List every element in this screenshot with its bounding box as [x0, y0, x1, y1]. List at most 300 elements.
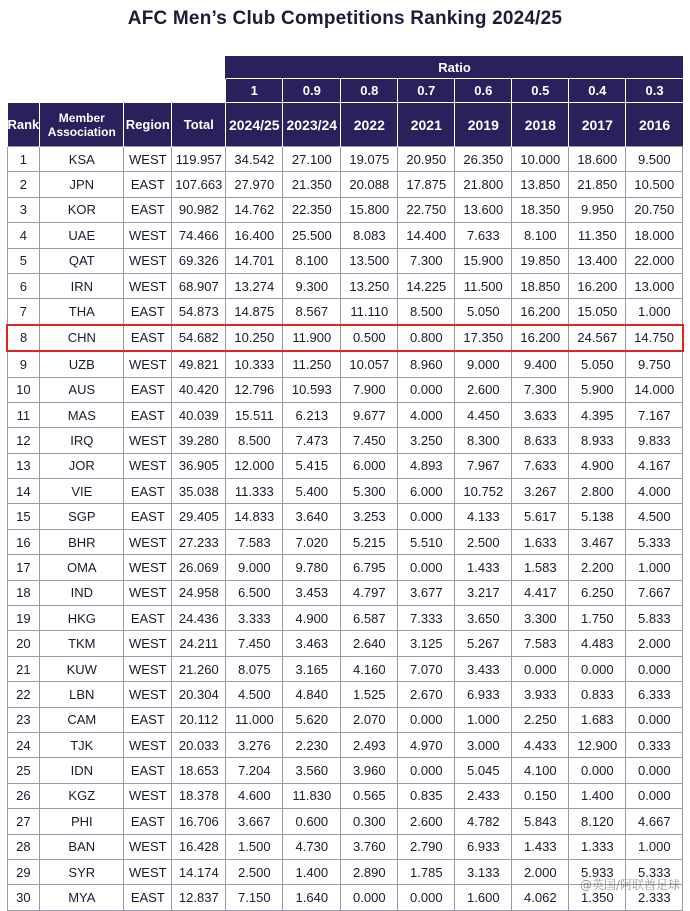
- table-row: [7, 248, 683, 273]
- table-cell: 1.333: [569, 834, 626, 859]
- table-cell: 16.706: [172, 809, 226, 834]
- table-cell: 14.762: [226, 197, 283, 222]
- table-cell: 16.200: [512, 299, 569, 325]
- table-cell: 10.250: [226, 325, 283, 351]
- table-cell: 0.300: [341, 809, 398, 834]
- table-cell: 0.000: [398, 504, 455, 529]
- table-cell: IND: [40, 580, 124, 605]
- table-cell: 14.400: [398, 223, 455, 248]
- column-header-year: 2019: [455, 103, 512, 147]
- table-cell: 7.633: [512, 453, 569, 478]
- table-cell: SGP: [40, 504, 124, 529]
- table-cell: 107.663: [172, 172, 226, 197]
- table-cell: 4.483: [569, 631, 626, 656]
- table-cell: WEST: [124, 351, 172, 377]
- table-row: [7, 273, 683, 298]
- table-cell: 5.843: [512, 809, 569, 834]
- table-cell: 5.215: [341, 529, 398, 554]
- table-row: [7, 606, 683, 631]
- table-row: [7, 504, 683, 529]
- table-cell: 8.100: [512, 223, 569, 248]
- table-cell: 5.050: [569, 351, 626, 377]
- table-cell: 8.083: [341, 223, 398, 248]
- table-cell: 27.233: [172, 529, 226, 554]
- table-cell: 10: [7, 377, 40, 402]
- table-cell: WEST: [124, 555, 172, 580]
- table-cell: 1.000: [455, 707, 512, 732]
- table-cell: 3.217: [455, 580, 512, 605]
- table-cell: 14.833: [226, 504, 283, 529]
- table-row: [7, 834, 683, 859]
- column-header-year: 2023/24: [283, 103, 341, 147]
- table-cell: 28: [7, 834, 40, 859]
- table-cell: 16.428: [172, 834, 226, 859]
- table-cell: 5.267: [455, 631, 512, 656]
- table-cell: 9.300: [283, 273, 341, 298]
- table-cell: 9.000: [226, 555, 283, 580]
- table-cell: 9.400: [512, 351, 569, 377]
- table-cell: 8.500: [226, 428, 283, 453]
- table-row: [7, 479, 683, 504]
- table-cell: 9.750: [626, 351, 683, 377]
- table-cell: 68.907: [172, 273, 226, 298]
- table-cell: 21.350: [283, 172, 341, 197]
- column-header-member-association: [40, 103, 124, 147]
- table-cell: 4.417: [512, 580, 569, 605]
- table-cell: 13.274: [226, 273, 283, 298]
- table-cell: 0.000: [626, 783, 683, 808]
- table-cell: 7.900: [341, 377, 398, 402]
- header-spacer: [7, 56, 226, 79]
- table-cell: 22.350: [283, 197, 341, 222]
- table-cell: 3.125: [398, 631, 455, 656]
- table-cell: 17.350: [455, 325, 512, 351]
- table-cell: 18.653: [172, 758, 226, 783]
- table-cell: 3.133: [455, 859, 512, 884]
- table-cell: 1.433: [512, 834, 569, 859]
- weight-cell: 0.7: [398, 79, 455, 103]
- table-row: [7, 147, 683, 172]
- table-cell: 6.587: [341, 606, 398, 631]
- table-cell: 35.038: [172, 479, 226, 504]
- table-row: [7, 453, 683, 478]
- table-cell: 1.785: [398, 859, 455, 884]
- table-cell: 20.950: [398, 147, 455, 172]
- table-cell: 5.333: [626, 529, 683, 554]
- table-cell: WEST: [124, 682, 172, 707]
- table-cell: 0.000: [341, 885, 398, 910]
- table-cell: 8.633: [512, 428, 569, 453]
- table-cell: 0.000: [512, 656, 569, 681]
- table-cell: 11.250: [283, 351, 341, 377]
- table-cell: 13.600: [455, 197, 512, 222]
- table-cell: 2.500: [455, 529, 512, 554]
- weight-cell: 0.4: [569, 79, 626, 103]
- table-cell: PHI: [40, 809, 124, 834]
- table-cell: 29: [7, 859, 40, 884]
- table-cell: 8.120: [569, 809, 626, 834]
- table-cell: 1.350: [569, 885, 626, 910]
- table-cell: 23: [7, 707, 40, 732]
- table-cell: 40.039: [172, 402, 226, 427]
- table-cell: 0.835: [398, 783, 455, 808]
- table-cell: 0.000: [626, 758, 683, 783]
- table-cell: EAST: [124, 325, 172, 351]
- table-cell: 26: [7, 783, 40, 808]
- table-cell: 16: [7, 529, 40, 554]
- table-cell: 25.500: [283, 223, 341, 248]
- table-cell: 8.300: [455, 428, 512, 453]
- table-row: [7, 197, 683, 222]
- table-cell: 1.400: [283, 859, 341, 884]
- table-cell: EAST: [124, 758, 172, 783]
- table-cell: HKG: [40, 606, 124, 631]
- table-cell: 1.433: [455, 555, 512, 580]
- table-cell: CHN: [40, 325, 124, 351]
- table-row: [7, 299, 683, 325]
- table-cell: 7.020: [283, 529, 341, 554]
- table-cell: 1.000: [626, 834, 683, 859]
- table-cell: 1.525: [341, 682, 398, 707]
- table-cell: 24.958: [172, 580, 226, 605]
- table-cell: 15.800: [341, 197, 398, 222]
- member-line-2: Association: [47, 124, 116, 139]
- table-cell: 7.667: [626, 580, 683, 605]
- table-cell: 0.000: [398, 555, 455, 580]
- table-cell: 5.900: [569, 377, 626, 402]
- column-header-rank: Rank: [7, 103, 40, 147]
- table-cell: 0.000: [626, 656, 683, 681]
- table-cell: 15.900: [455, 248, 512, 273]
- weight-cell: 0.8: [341, 79, 398, 103]
- table-cell: 4.730: [283, 834, 341, 859]
- table-cell: 3.253: [341, 504, 398, 529]
- table-cell: 5.415: [283, 453, 341, 478]
- table-cell: 3.250: [398, 428, 455, 453]
- table-cell: WEST: [124, 859, 172, 884]
- table-cell: 6.000: [341, 453, 398, 478]
- table-cell: 0.800: [398, 325, 455, 351]
- table-cell: 2.200: [569, 555, 626, 580]
- weight-cell: 0.6: [455, 79, 512, 103]
- table-cell: 7.300: [512, 377, 569, 402]
- watermark: @英国/阿联酋足球: [579, 878, 680, 892]
- table-cell: WEST: [124, 783, 172, 808]
- table-cell: 2.250: [512, 707, 569, 732]
- table-cell: WEST: [124, 631, 172, 656]
- column-header-year: 2021: [398, 103, 455, 147]
- table-cell: 3.276: [226, 732, 283, 757]
- table-cell: 0.000: [398, 885, 455, 910]
- table-cell: 7: [7, 299, 40, 325]
- ratio-header: Ratio: [226, 56, 683, 79]
- table-cell: IDN: [40, 758, 124, 783]
- table-cell: MYA: [40, 885, 124, 910]
- table-cell: 90.982: [172, 197, 226, 222]
- table-cell: 3.000: [455, 732, 512, 757]
- table-cell: 5.138: [569, 504, 626, 529]
- table-cell: 9.780: [283, 555, 341, 580]
- table-cell: 27.970: [226, 172, 283, 197]
- table-cell: 6.500: [226, 580, 283, 605]
- weight-cell: 0.5: [512, 79, 569, 103]
- table-cell: 19.075: [341, 147, 398, 172]
- table-cell: 7.300: [398, 248, 455, 273]
- table-cell: 7.583: [512, 631, 569, 656]
- table-cell: EAST: [124, 707, 172, 732]
- table-cell: 25: [7, 758, 40, 783]
- table-cell: 74.466: [172, 223, 226, 248]
- table-cell: 20.304: [172, 682, 226, 707]
- table-cell: 7.450: [226, 631, 283, 656]
- table-cell: 7.204: [226, 758, 283, 783]
- table-cell: 7.167: [626, 402, 683, 427]
- table-cell: 2.070: [341, 707, 398, 732]
- table-cell: 4.450: [455, 402, 512, 427]
- table-row: [7, 223, 683, 248]
- table-cell: 24.436: [172, 606, 226, 631]
- table-cell: 11.333: [226, 479, 283, 504]
- table-cell: 3.960: [341, 758, 398, 783]
- table-cell: 3.677: [398, 580, 455, 605]
- table-cell: 11.110: [341, 299, 398, 325]
- table-cell: 9.000: [455, 351, 512, 377]
- table-cell: EAST: [124, 197, 172, 222]
- table-cell: 16.200: [512, 325, 569, 351]
- table-cell: 40.420: [172, 377, 226, 402]
- table-body: [7, 147, 683, 911]
- table-cell: WEST: [124, 428, 172, 453]
- table-cell: 3.633: [512, 402, 569, 427]
- table-cell: 5.933: [569, 859, 626, 884]
- table-cell: 7.333: [398, 606, 455, 631]
- table-cell: 2.600: [455, 377, 512, 402]
- table-cell: 3.453: [283, 580, 341, 605]
- table-cell: 13.250: [341, 273, 398, 298]
- table-cell: 10.333: [226, 351, 283, 377]
- table-cell: 16.200: [569, 273, 626, 298]
- table-cell: 14.174: [172, 859, 226, 884]
- table-cell: 13: [7, 453, 40, 478]
- table-cell: CAM: [40, 707, 124, 732]
- table-cell: 26.069: [172, 555, 226, 580]
- table-cell: 3.165: [283, 656, 341, 681]
- table-cell: 10.752: [455, 479, 512, 504]
- table-cell: 1.000: [626, 555, 683, 580]
- table-cell: AUS: [40, 377, 124, 402]
- table-row: [7, 529, 683, 554]
- table-cell: 3.300: [512, 606, 569, 631]
- table-cell: 12: [7, 428, 40, 453]
- table-cell: 6.795: [341, 555, 398, 580]
- table-cell: KUW: [40, 656, 124, 681]
- table-cell: 6.000: [398, 479, 455, 504]
- table-cell: 1: [7, 147, 40, 172]
- table-cell: 21.850: [569, 172, 626, 197]
- table-cell: WEST: [124, 834, 172, 859]
- table-cell: 8.960: [398, 351, 455, 377]
- table-cell: 7.450: [341, 428, 398, 453]
- table-cell: 4.840: [283, 682, 341, 707]
- table-cell: 19.850: [512, 248, 569, 273]
- table-cell: 30: [7, 885, 40, 910]
- table-cell: 0.000: [398, 707, 455, 732]
- table-cell: QAT: [40, 248, 124, 273]
- table-row: [7, 631, 683, 656]
- table-row: [7, 555, 683, 580]
- table-cell: 8.500: [398, 299, 455, 325]
- table-cell: 24.567: [569, 325, 626, 351]
- table-cell: 5.050: [455, 299, 512, 325]
- table-cell: WEST: [124, 580, 172, 605]
- table-cell: 5.333: [626, 859, 683, 884]
- table-cell: 14.701: [226, 248, 283, 273]
- table-cell: 20: [7, 631, 40, 656]
- table-cell: BAN: [40, 834, 124, 859]
- table-cell: 1.640: [283, 885, 341, 910]
- table-cell: 18.850: [512, 273, 569, 298]
- table-cell: 7.583: [226, 529, 283, 554]
- table-cell: 3.560: [283, 758, 341, 783]
- table-cell: 6.333: [626, 682, 683, 707]
- table-cell: 4.062: [512, 885, 569, 910]
- table-cell: 19: [7, 606, 40, 631]
- table-row: [7, 682, 683, 707]
- table-cell: WEST: [124, 529, 172, 554]
- table-cell: IRQ: [40, 428, 124, 453]
- table-cell: 4.500: [226, 682, 283, 707]
- table-cell: 2.640: [341, 631, 398, 656]
- table-cell: 4.000: [626, 479, 683, 504]
- table-cell: THA: [40, 299, 124, 325]
- table-cell: OMA: [40, 555, 124, 580]
- table-cell: 9: [7, 351, 40, 377]
- table-cell: 7.070: [398, 656, 455, 681]
- table-cell: EAST: [124, 402, 172, 427]
- table-cell: 22.000: [626, 248, 683, 273]
- table-cell: 7.967: [455, 453, 512, 478]
- table-row: [7, 656, 683, 681]
- table-cell: 1.000: [626, 299, 683, 325]
- table-cell: UAE: [40, 223, 124, 248]
- table-cell: 20.088: [341, 172, 398, 197]
- table-cell: EAST: [124, 606, 172, 631]
- table-cell: KSA: [40, 147, 124, 172]
- table-cell: WEST: [124, 273, 172, 298]
- table-cell: 2.600: [398, 809, 455, 834]
- table-row: [7, 428, 683, 453]
- table-cell: 4.970: [398, 732, 455, 757]
- weight-cell: 0.3: [626, 79, 683, 103]
- table-cell: 1.683: [569, 707, 626, 732]
- table-cell: 2.000: [626, 631, 683, 656]
- table-cell: 3.467: [569, 529, 626, 554]
- table-cell: 2.890: [341, 859, 398, 884]
- column-header-year: 2016: [626, 103, 683, 147]
- table-cell: 12.837: [172, 885, 226, 910]
- table-cell: 8.100: [283, 248, 341, 273]
- table-cell: 5.833: [626, 606, 683, 631]
- table-cell: WEST: [124, 147, 172, 172]
- table-cell: TKM: [40, 631, 124, 656]
- table-cell: 6.213: [283, 402, 341, 427]
- table-cell: 0.833: [569, 682, 626, 707]
- table-row: [7, 172, 683, 197]
- table-cell: 2.333: [626, 885, 683, 910]
- table-cell: 5.045: [455, 758, 512, 783]
- table-cell: 0.565: [341, 783, 398, 808]
- table-cell: 24.211: [172, 631, 226, 656]
- table-cell: 3: [7, 197, 40, 222]
- table-cell: WEST: [124, 248, 172, 273]
- table-cell: 1.583: [512, 555, 569, 580]
- table-cell: 2.670: [398, 682, 455, 707]
- column-header-year: 2022: [341, 103, 398, 147]
- table-cell: BHR: [40, 529, 124, 554]
- table-cell: 17.875: [398, 172, 455, 197]
- table-cell: 17: [7, 555, 40, 580]
- column-header-total: Total: [172, 103, 226, 147]
- table-cell: EAST: [124, 479, 172, 504]
- table-cell: 11.000: [226, 707, 283, 732]
- table-cell: 4.893: [398, 453, 455, 478]
- table-cell: 7.633: [455, 223, 512, 248]
- ranking-table: [6, 56, 684, 911]
- table-cell: 119.957: [172, 147, 226, 172]
- table-cell: 3.640: [283, 504, 341, 529]
- table-cell: 1.600: [455, 885, 512, 910]
- table-cell: EAST: [124, 885, 172, 910]
- table-cell: 8.567: [283, 299, 341, 325]
- table-cell: 11: [7, 402, 40, 427]
- table-cell: EAST: [124, 299, 172, 325]
- table-cell: 0.333: [626, 732, 683, 757]
- table-cell: 2.790: [398, 834, 455, 859]
- table-row: [7, 809, 683, 834]
- table-cell: 2.433: [455, 783, 512, 808]
- table-cell: 4.167: [626, 453, 683, 478]
- table-cell: 5.620: [283, 707, 341, 732]
- table-cell: 5: [7, 248, 40, 273]
- table-cell: 10.593: [283, 377, 341, 402]
- table-cell: 9.950: [569, 197, 626, 222]
- table-cell: 13.500: [341, 248, 398, 273]
- table-cell: 3.760: [341, 834, 398, 859]
- table-cell: 13.000: [626, 273, 683, 298]
- table-cell: 39.280: [172, 428, 226, 453]
- table-cell: 14.875: [226, 299, 283, 325]
- table-cell: 8: [7, 325, 40, 351]
- header-spacer: [7, 79, 226, 103]
- table-cell: 27.100: [283, 147, 341, 172]
- table-cell: 6: [7, 273, 40, 298]
- table-cell: TJK: [40, 732, 124, 757]
- table-row: [7, 783, 683, 808]
- table-row: [7, 377, 683, 402]
- table-cell: 4.782: [455, 809, 512, 834]
- table-row: [7, 580, 683, 605]
- table-cell: 14.225: [398, 273, 455, 298]
- table-cell: 11.350: [569, 223, 626, 248]
- table-cell: 13.850: [512, 172, 569, 197]
- table-cell: 14: [7, 479, 40, 504]
- table-cell: 0.000: [569, 758, 626, 783]
- table-cell: JOR: [40, 453, 124, 478]
- table-cell: 4.900: [283, 606, 341, 631]
- table-cell: 20.750: [626, 197, 683, 222]
- table-cell: WEST: [124, 453, 172, 478]
- table-cell: 11.500: [455, 273, 512, 298]
